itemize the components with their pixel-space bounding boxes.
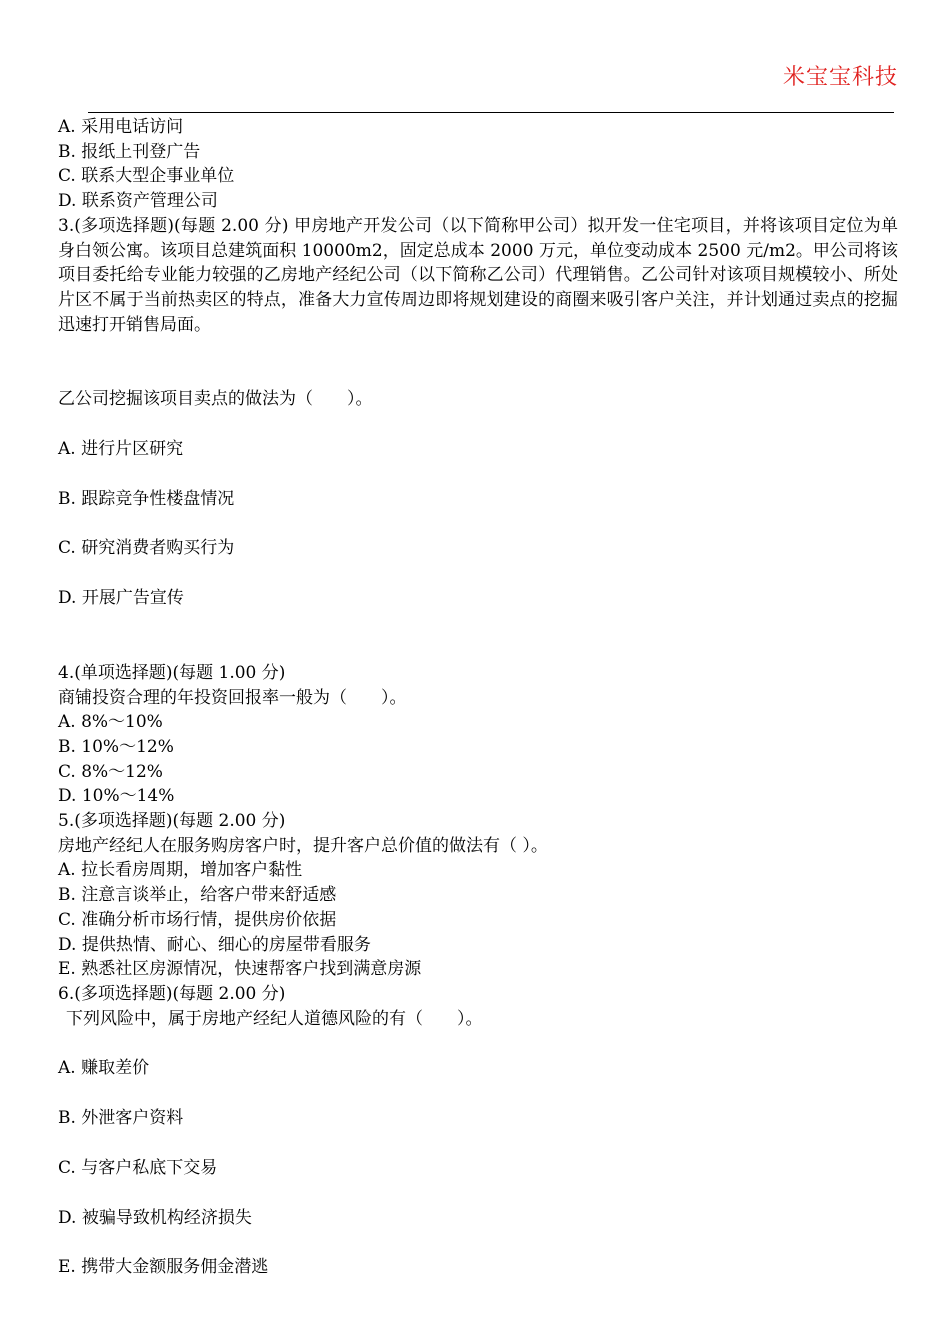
q2-options bbox=[58, 115, 898, 214]
q4-head: 4.(单项选择题)(每题 1.00 分) bbox=[58, 662, 286, 683]
q6-option-e: E. 携带大金额服务佣金潜逃 bbox=[58, 1257, 269, 1278]
q2-option-c: C. 联系大型企事业单位 bbox=[58, 166, 235, 187]
q3-option-b: B. 跟踪竞争性楼盘情况 bbox=[58, 488, 235, 509]
q5-option-a: A. 拉长看房周期，增加客户黏性 bbox=[58, 860, 303, 881]
q3-question: 乙公司挖掘该项目卖点的做法为（ ）。 bbox=[58, 389, 373, 410]
q3-option-d: D. 开展广告宣传 bbox=[58, 588, 184, 609]
q2-option-a: A. 采用电话访问 bbox=[58, 117, 184, 137]
q3-option-c: C. 研究消费者购买行为 bbox=[58, 538, 235, 559]
q2-option-d: D. 联系资产管理公司 bbox=[58, 191, 218, 212]
q4-option-a: A. 8%～10% bbox=[58, 712, 163, 733]
q4-question: 商铺投资合理的年投资回报率一般为（ ）。 bbox=[58, 687, 407, 708]
q5-option-e: E. 熟悉社区房源情况，快速帮客户找到满意房源 bbox=[58, 959, 422, 980]
q5-head: 5.(多项选择题)(每题 2.00 分) bbox=[58, 811, 286, 832]
q4-option-b: B. 10%～12% bbox=[58, 736, 174, 757]
q2-option-b: B. 报纸上刊登广告 bbox=[58, 141, 201, 162]
q6-question: 下列风险中，属于房地产经纪人道德风险的有（ ）。 bbox=[66, 1008, 483, 1029]
question-6 bbox=[58, 982, 898, 1280]
header-rule bbox=[88, 112, 894, 113]
brand-header: 米宝宝科技 bbox=[782, 65, 898, 90]
q6-head: 6.(多项选择题)(每题 2.00 分) bbox=[58, 983, 286, 1004]
q3-stem: 3.(多项选择题)(每题 2.00 分) 甲房地产开发公司（以下简称甲公司）拟开发一住宅项目，并将该项目定位为单身白领公寓。该项目总建筑面积 10000m2，固定总成本 2000 万元，单位变动成本 2500 元/m2。甲公司将该项目委托给专业能力较强的乙房地产经纪公司（以下简称乙公司）代理销售。乙公司针对该项目规模较小、所处片区不属于当前热卖区的特点，准备大力宣传周边即将规划建设的商圈来吸引客户关注，并计划通过卖点的挖掘迅速打开销售局面。 bbox=[58, 215, 898, 335]
q4-option-c: C. 8%～12% bbox=[58, 761, 163, 782]
q6-option-a: A. 赚取差价 bbox=[58, 1058, 150, 1079]
q4-option-d: D. 10%～14% bbox=[58, 786, 175, 807]
question-3 bbox=[58, 214, 898, 661]
q6-option-d: D. 被骗导致机构经济损失 bbox=[58, 1207, 252, 1228]
q5-option-d: D. 提供热情、耐心、细心的房屋带看服务 bbox=[58, 934, 371, 955]
q5-option-c: C. 准确分析市场行情，提供房价依据 bbox=[58, 909, 337, 930]
question-4 bbox=[58, 661, 898, 809]
q5-question: 房地产经纪人在服务购房客户时，提升客户总价值的做法有（ ）。 bbox=[58, 835, 548, 856]
document-body bbox=[58, 115, 898, 1280]
q3-option-a: A. 进行片区研究 bbox=[58, 439, 184, 460]
q5-option-b: B. 注意言谈举止，给客户带来舒适感 bbox=[58, 885, 337, 906]
q6-option-c: C. 与客户私底下交易 bbox=[58, 1157, 218, 1178]
question-5 bbox=[58, 809, 898, 982]
q6-option-b: B. 外泄客户资料 bbox=[58, 1108, 184, 1129]
